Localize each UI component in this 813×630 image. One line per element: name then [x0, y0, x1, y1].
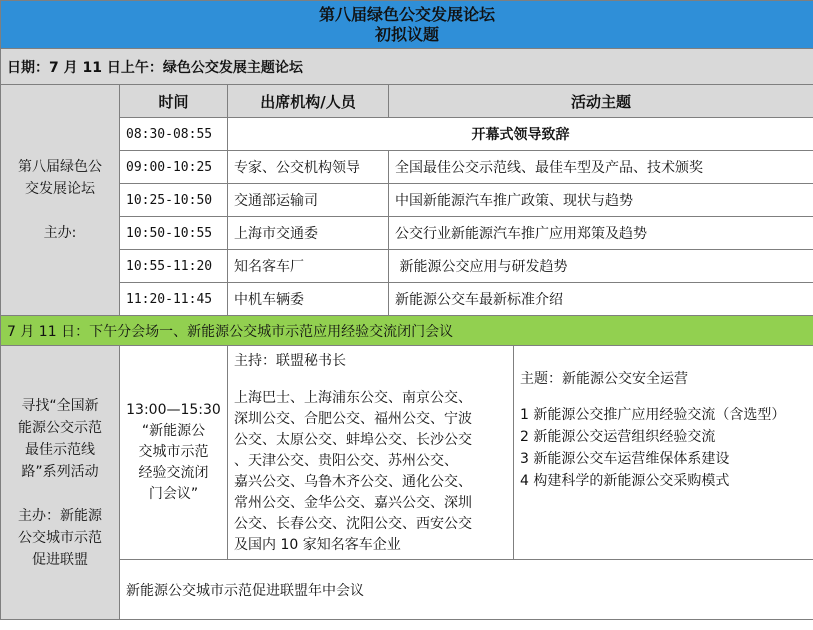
title-row	[1, 1, 813, 49]
row-org: 交通部运输司	[228, 184, 389, 217]
row-time: 10:25-10:50	[120, 184, 228, 217]
afternoon-left-label: 寻找“全国新 能源公交示范 最佳示范线 路”系列活动 主办：新能源 公交城市示范 促进联盟	[1, 346, 120, 620]
attendee-list: 上海巴士、上海浦东公交、南京公交、 深圳公交、合肥公交、福州公交、宁波 公交、太原公交、蚌埠公交、长沙公交 、天津公交、贵阳公交、苏州公交、 嘉兴公交、乌鲁木齐公交、通化公交、 常州公交、金华公交、嘉兴公交、深圳 公交、长春公交、沈阳公交、西安公交 及国内 10 家知名客车企业	[234, 390, 472, 553]
schedule-row	[1, 283, 813, 316]
row-topic: 新能源公交车最新标准介绍	[389, 283, 813, 316]
annual-meeting-row	[1, 560, 813, 620]
row-org: 上海市交通委	[228, 217, 389, 250]
row-org: 中机车辆委	[228, 283, 389, 316]
topics-cell	[514, 346, 813, 560]
topic-item: 4 构建科学的新能源公交采购模式	[520, 473, 730, 489]
row-time: 08:30-08:55	[120, 118, 228, 151]
topic-item: 2 新能源公交运营组织经验交流	[520, 429, 716, 445]
schedule-row	[1, 151, 813, 184]
row-time: 10:50-10:55	[120, 217, 228, 250]
annual-meeting: 新能源公交城市示范促进联盟年中会议	[120, 560, 813, 620]
title-line1: 第八届绿色公交发展论坛	[319, 4, 496, 24]
row-org: 知名客车厂	[228, 250, 389, 283]
row-topic: 开幕式领导致辞	[228, 118, 813, 151]
agenda-title	[1, 1, 813, 49]
schedule-row	[1, 118, 813, 151]
row-time: 09:00-10:25	[120, 151, 228, 184]
header-time: 时间	[120, 85, 228, 118]
row-time: 10:55-11:20	[120, 250, 228, 283]
session-time: 13:00—15:30 “新能源公 交城市示范 经验交流闭 门会议”	[120, 346, 228, 560]
row-topic: 中国新能源汽车推广政策、现状与趋势	[389, 184, 813, 217]
day1-label: 日期：7 月 11 日上午：绿色公交发展主题论坛	[1, 49, 813, 85]
session-host: 主持：联盟秘书长	[234, 353, 346, 369]
schedule-row	[1, 250, 813, 283]
session-row	[1, 346, 813, 560]
session-topic-title: 主题：新能源公交安全运营	[520, 371, 688, 387]
header-topic: 活动主题	[389, 85, 813, 118]
topic-item: 3 新能源公交车运营维保体系建设	[520, 451, 730, 467]
schedule-row	[1, 217, 813, 250]
attendees-cell	[228, 346, 514, 560]
topic-item: 1 新能源公交推广应用经验交流（含选型）	[520, 407, 786, 423]
row-topic: 新能源公交应用与研发趋势	[389, 250, 813, 283]
schedule-row	[1, 184, 813, 217]
afternoon-label: 7 月 11 日：下午分会场一、新能源公交城市示范应用经验交流闭门会议	[1, 316, 813, 346]
row-org: 专家、公交机构领导	[228, 151, 389, 184]
row-topic: 公交行业新能源汽车推广应用郑策及趋势	[389, 217, 813, 250]
header-org: 出席机构/人员	[228, 85, 389, 118]
forum-header-row	[1, 85, 813, 118]
row-time: 11:20-11:45	[120, 283, 228, 316]
afternoon-row	[1, 316, 813, 346]
forum-left-label: 第八届绿色公 交发展论坛 主办:	[1, 85, 120, 316]
day1-row	[1, 49, 813, 85]
row-topic: 全国最佳公交示范线、最佳车型及产品、技术颁奖	[389, 151, 813, 184]
title-line2: 初拟议题	[375, 24, 440, 44]
